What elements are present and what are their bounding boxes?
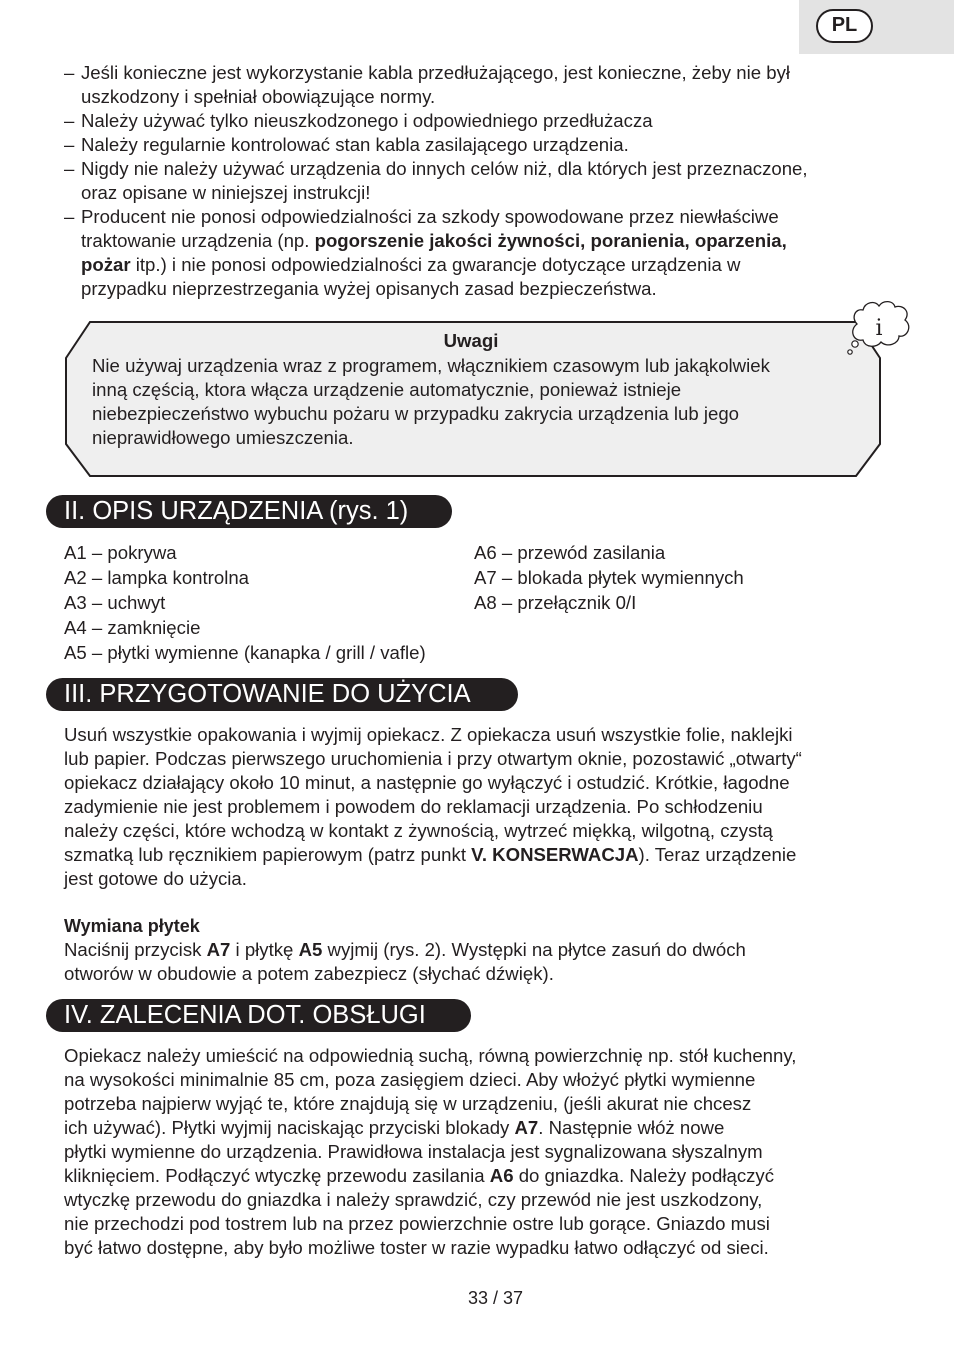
para-line: otworów w obudowie a potem zabezpiecz (słychać dźwięk).: [64, 963, 554, 984]
safety-bullet-list: [64, 61, 884, 301]
part-item: A8 – przełącznik 0/I: [474, 592, 637, 613]
text-run: itp.) i nie ponosi odpowiedzialności za gwarancje dotyczące urządzenia w: [130, 254, 741, 275]
bullet-line: Nigdy nie należy używać urządzenia do innych celów niż, dla których jest przeznaczone,: [81, 158, 808, 179]
text-run: szmatką lub ręcznikiem papierowym (patrz punkt: [64, 844, 472, 865]
para-line: zadymienie nie jest problemem i powodem do reklamacji urządzenia. Po schłodzeniu: [64, 796, 763, 817]
bullet-line: Należy używać tylko nieuszkodzonego i odpowiedniego przedłużacza: [81, 110, 653, 131]
text-run: kliknięciem. Podłączyć wtyczkę przewodu zasilania: [64, 1165, 490, 1186]
bullet-line: oraz opisane w niniejszej instrukcji!: [81, 182, 371, 203]
para-line: jest gotowe do użycia.: [64, 868, 247, 889]
bullet-line: [81, 229, 884, 253]
parts-list-left: [64, 540, 426, 665]
plates-subtitle: Wymiana płytek: [64, 916, 200, 936]
text-run: wyjmij (rys. 2). Występki na płytce zasuń do dwóch: [322, 939, 746, 960]
info-bubble-icon: [843, 298, 915, 360]
bullet-item: [64, 61, 884, 109]
text-run: . Następnie włóż nowe: [538, 1117, 725, 1138]
bold-run: pogorszenie jakości żywności, poranienia, oparzenia,: [314, 230, 787, 251]
para-line: wtyczkę przewodu do gniazdka i należy sprawdzić, czy przewód nie jest uszkodzony,: [64, 1189, 763, 1210]
bold-run: pożar: [81, 254, 131, 275]
part-item: A2 – lampka kontrolna: [64, 567, 250, 588]
usage-paragraph: [64, 1044, 884, 1260]
para-line: płytki wymienne do urządzenia. Prawidłowa instalacja jest sygnalizowana słyszalnym: [64, 1141, 763, 1162]
para-line: Opiekacz należy umieścić na odpowiednią suchą, równą powierzchnię np. stół kuchenny,: [64, 1045, 797, 1066]
note-line: Nie używaj urządzenia wraz z programem, włącznikiem czasowym lub jakąkolwiek: [92, 355, 770, 376]
bullet-dash: –: [64, 206, 75, 227]
info-glyph: i: [875, 316, 883, 341]
bold-run: A7: [206, 939, 231, 960]
parts-list-right: [474, 540, 744, 615]
section-heading-2: II. OPIS URZĄDZENIA (rys. 1): [46, 495, 452, 528]
text-run: Naciśnij przycisk: [64, 939, 207, 960]
para-line: być łatwo dostępne, aby było możliwe toster w razie wypadku łatwo odłączyć od sieci.: [64, 1237, 769, 1258]
text-run: do gniazdka. Należy podłączyć: [513, 1165, 775, 1186]
para-line: [64, 938, 884, 962]
bold-run: A6: [489, 1165, 514, 1186]
part-item: A1 – pokrywa: [64, 542, 177, 563]
plates-paragraph: [64, 938, 884, 986]
para-line: [64, 1164, 884, 1188]
bold-run: A7: [514, 1117, 539, 1138]
bullet-dash: –: [64, 134, 75, 155]
part-item: A4 – zamknięcie: [64, 617, 201, 638]
part-item: A5 – płytki wymienne (kanapka / grill / vafle): [64, 642, 426, 663]
language-badge: PL: [816, 9, 873, 43]
text-run: ). Teraz urządzenie: [638, 844, 797, 865]
bullet-line: przypadku nieprzestrzegania wyżej opisanych zasad bezpieczeństwa.: [81, 278, 657, 299]
para-line: opiekacz działający około 10 minut, a następnie go wyłączyć i ostudzić. Krótkie, łagodne: [64, 772, 790, 793]
bullet-line: Należy regularnie kontrolować stan kabla zasilającego urządzenia.: [81, 134, 629, 155]
text-run: traktowanie urządzenia (np.: [81, 230, 315, 251]
section-heading-4: IV. ZALECENIA DOT. OBSŁUGI: [46, 999, 471, 1032]
note-line: inną częścią, ktora włącza urządzenie automatycznie, ponieważ istnieje: [92, 379, 682, 400]
bullet-line: [81, 253, 884, 277]
bullet-line: Jeśli konieczne jest wykorzystanie kabla przedłużającego, jest konieczne, żeby nie był: [81, 62, 790, 83]
para-line: potrzeba najpierw wyjąć te, które znajdują się w urządzeniu, (jeśli akurat nie chcesz: [64, 1093, 752, 1114]
para-line: [64, 843, 884, 867]
para-line: lub papier. Podczas pierwszego uruchomienia i przy otwartym oknie, pozostawić „otwarty“: [64, 748, 802, 769]
text-run: i płytkę: [230, 939, 299, 960]
bullet-item: [64, 157, 884, 205]
note-line: nieprawidłowego umieszczenia.: [92, 427, 354, 448]
preparation-paragraph: [64, 723, 884, 891]
bullet-dash: –: [64, 158, 75, 179]
bullet-dash: –: [64, 62, 75, 83]
para-line: na wysokości minimalnie 85 cm, poza zasięgiem dzieci. Aby włożyć płytki wymienne: [64, 1069, 756, 1090]
part-item: A7 – blokada płytek wymiennych: [474, 567, 744, 588]
note-body: [92, 354, 852, 450]
bullet-item: [64, 133, 884, 157]
para-line: [64, 1116, 884, 1140]
note-title: Uwagi: [443, 330, 499, 351]
para-line: nie przechodzi pod tostrem lub na przez powierzchnie ostre lub gorące. Gniazdo musi: [64, 1213, 770, 1234]
note-line: niebezpieczeństwo wybuchu pożaru w przypadku zakrycia urządzenia lub jego: [92, 403, 740, 424]
bullet-item: [64, 109, 884, 133]
para-line: należy części, które wchodzą w kontakt z żywnością, wytrzeć miękką, wilgotną, czystą: [64, 820, 773, 841]
section-heading-3: III. PRZYGOTOWANIE DO UŻYCIA: [46, 678, 518, 711]
part-item: A3 – uchwyt: [64, 592, 166, 613]
bullet-dash: –: [64, 110, 75, 131]
text-run: ich używać). Płytki wyjmij naciskając przyciski blokady: [64, 1117, 515, 1138]
bullet-item: [64, 205, 884, 301]
part-item: A6 – przewód zasilania: [474, 542, 666, 563]
bold-run: A5: [298, 939, 323, 960]
bold-run: V. KONSERWACJA: [471, 844, 639, 865]
para-line: Usuń wszystkie opakowania i wyjmij opiekacz. Z opiekacza usuń wszystkie folie, naklejki: [64, 724, 793, 745]
bullet-line: uszkodzony i spełniał obowiązujące normy.: [81, 86, 436, 107]
bullet-line: Producent nie ponosi odpowiedzialności za szkody spowodowane przez niewłaściwe: [81, 206, 779, 227]
page-number: 33 / 37: [467, 1288, 524, 1308]
